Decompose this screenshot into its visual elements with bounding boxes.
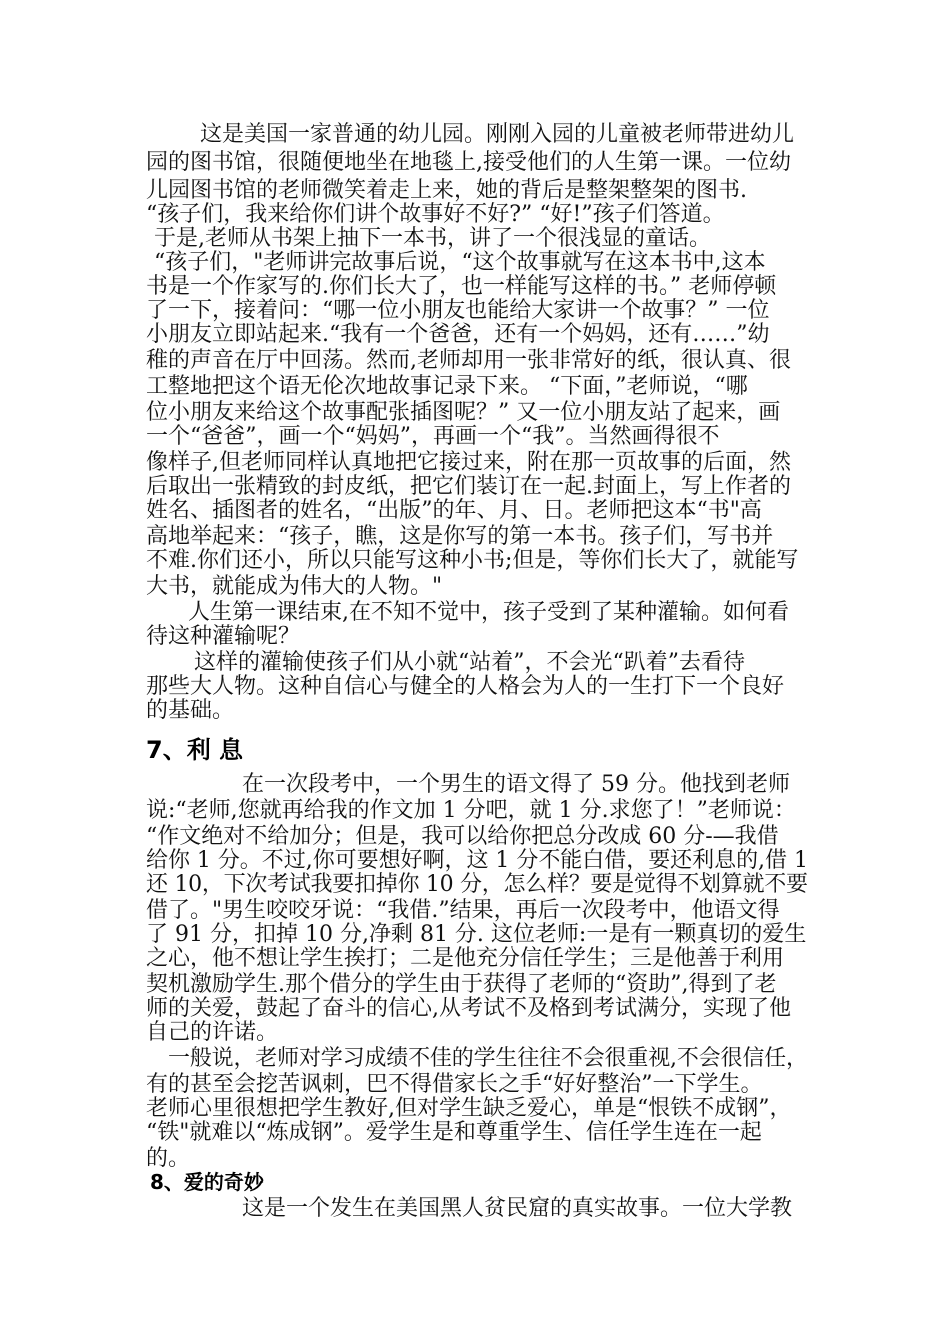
text-line: 了一下，接着问：“哪一位小朋友也能给大家讲一个故事？” 一位: [146, 298, 770, 323]
text-line: 大书，就能成为伟大的人物。": [146, 574, 443, 599]
text-line: 不难.你们还小，所以只能写这种小书;但是，等你们长大了，就能写: [146, 548, 799, 573]
text-line: 小朋友立即站起来.“我有一个爸爸，还有一个妈妈，还有……”幼: [146, 322, 770, 347]
text-line: 有的甚至会挖苦讽刺，巴不得借家长之手“好好整治”一下学生。: [146, 1072, 763, 1097]
text-line: 的。: [146, 1146, 191, 1171]
text-line: 这是美国一家普通的幼儿园。刚刚入园的儿童被老师带进幼儿: [200, 122, 795, 147]
text-line: 高地举起来：“孩子，瞧，这是你写的第一本书。孩子们，写书并: [146, 524, 774, 549]
text-line: 这是一个发生在美国黑人贫民窟的真实故事。一位大学教: [242, 1196, 793, 1221]
text-line: 园的图书馆，很随便地坐在地毯上,接受他们的人生第一课。一位幼: [146, 150, 791, 175]
text-line: 于是,老师从书架上抽下一本书，讲了一个很浅显的童话。: [154, 226, 711, 251]
text-line: 了 91 分，扣掉 10 分,净剩 81 分. 这位老师:一是有一颗真切的爱生: [146, 922, 807, 947]
text-line: 待这种灌输呢？: [146, 624, 301, 649]
text-line: 这样的灌输使孩子们从小就“站着”，不会光“趴着”去看待: [194, 650, 745, 675]
text-line: 师的关爱，鼓起了奋斗的信心,从考试不及格到考试满分，实现了他: [146, 996, 791, 1021]
text-line: 像样子,但老师同样认真地把它接过来，附在那一页故事的后面，然: [146, 450, 791, 475]
text-line: 自己的许诺。: [146, 1020, 279, 1045]
text-line: 契机激励学生.那个借分的学生由于获得了老师的“资助”,得到了老: [146, 972, 777, 997]
text-line: “铁"就难以“炼成钢”。爱学生是和尊重学生、信任学生连在一起: [146, 1120, 762, 1145]
text-line: 还 10，下次考试我要扣掉你 10 分，怎么样？要是觉得不划算就不要: [146, 872, 808, 897]
section-heading-7: 7、利 息: [146, 736, 244, 764]
text-line: 老师心里很想把学生教好,但对学生缺乏爱心，单是“恨铁不成钢”，: [146, 1096, 792, 1121]
text-line: “孩子们，我来给你们讲个故事好不好?” “好!”孩子们答道。: [146, 202, 725, 227]
text-line: 说:“老师,您就再给我的作文加 1 分吧，就 1 分.求您了！”老师说：: [146, 798, 796, 823]
text-line: 稚的声音在厅中回荡。然而,老师却用一张非常好的纸，很认真、很: [146, 348, 791, 373]
text-line: “作文绝对不给加分；但是，我可以给你把总分改成 60 分-—我借: [146, 824, 779, 849]
text-line: 的基础。: [146, 698, 235, 723]
text-line: 给你 1 分。不过,你可要想好啊，这 1 分不能白借，要还利息的,借 1: [146, 848, 808, 873]
section-heading-8: 8、爱的奇妙: [150, 1170, 264, 1194]
text-line: “孩子们，"老师讲完故事后说，“这个故事就写在这本书中,这本: [154, 250, 766, 275]
text-line: 姓名、插图者的姓名，“出版”的年、月、日。老师把这本“书"高: [146, 498, 762, 523]
text-line: 人生第一课结束,在不知不觉中，孩子受到了某种灌输。如何看: [188, 600, 789, 625]
text-line: 那些大人物。这种自信心与健全的人格会为人的一生打下一个良好: [146, 674, 785, 699]
text-line: 工整地把这个语无伦次地故事记录下来。 “下面，”老师说，“哪: [146, 374, 748, 399]
text-line: 之心，他不想让学生挨打；二是他充分信任学生；三是他善于利用: [146, 946, 785, 971]
text-line: 书是一个作家写的.你们长大了，也一样能写这样的书。” 老师停顿: [146, 274, 777, 299]
text-line: 儿园图书馆的老师微笑着走上来，她的背后是整架整架的图书.: [146, 178, 747, 203]
text-line: 借了。"男生咬咬牙说：“我借.”结果，再后一次段考中，他语文得: [146, 898, 780, 923]
text-line: 一个“爸爸”，画一个“妈妈”，再画一个“我”。当然画得很不: [146, 424, 720, 449]
text-line: 位小朋友来给这个故事配张插图呢？” 又一位小朋友站了起来，画: [146, 400, 781, 425]
text-line: 一般说，老师对学习成绩不佳的学生往往不会很重视,不会很信任，: [168, 1046, 808, 1071]
text-line: 后取出一张精致的封皮纸，把它们装订在一起.封面上，写上作者的: [146, 474, 791, 499]
text-line: 在一次段考中，一个男生的语文得了 59 分。他找到老师: [242, 772, 790, 797]
